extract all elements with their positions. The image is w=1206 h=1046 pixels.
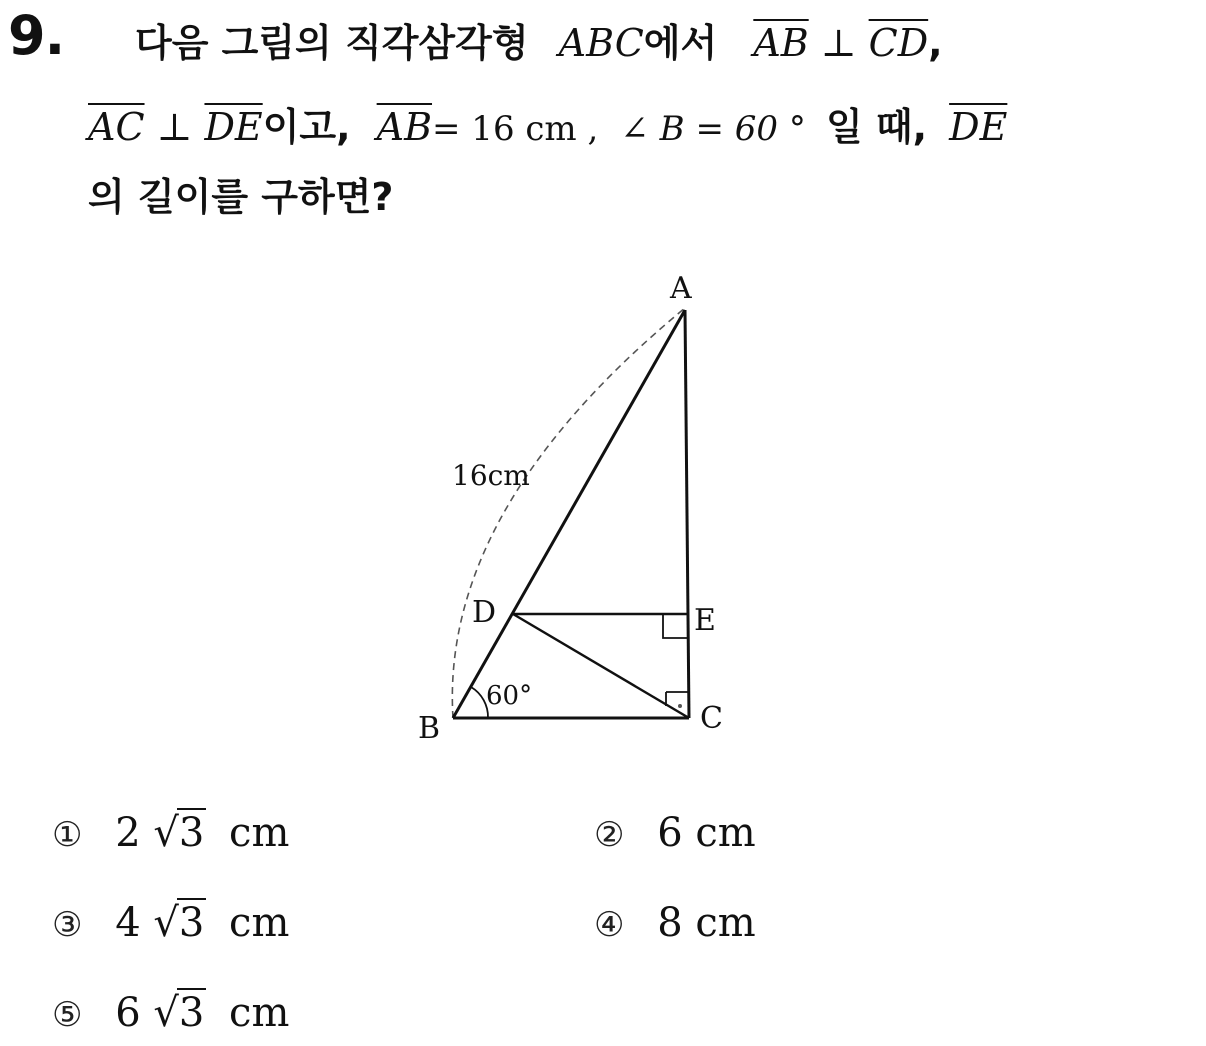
choice-marker: ③ [52, 905, 83, 945]
label-angle: 60° [486, 681, 533, 711]
label-length: 16cm [452, 459, 530, 492]
choice-marker: ① [52, 815, 83, 855]
side-ac [685, 310, 689, 718]
question-text: 에서 [643, 21, 718, 65]
radicand: 3 [178, 990, 205, 1036]
segment-ab: $\overline{AB}$ [753, 21, 809, 65]
label-e: E [694, 603, 716, 638]
question-text: 이고, [262, 105, 351, 149]
choice-2[interactable] [594, 808, 756, 860]
segment-cd: $\overline{CD}$ [868, 21, 929, 65]
choice-3[interactable] [52, 898, 289, 950]
choice-marker: ② [594, 815, 625, 855]
sqrt-expression: √3 [153, 810, 205, 856]
choice-4[interactable] [594, 898, 756, 950]
triangle-name: ABC [558, 21, 644, 65]
length-value: = 16 cm , [432, 109, 599, 149]
choice-1[interactable] [52, 808, 289, 860]
radicand: 3 [178, 810, 205, 856]
choice-value: 6 cm [657, 810, 756, 856]
right-angle-dot [678, 704, 682, 708]
side-ab [453, 310, 685, 718]
choice-coefficient: 6 [115, 990, 141, 1036]
question-text: 일 때, [825, 105, 928, 149]
sqrt-expression: √3 [153, 990, 205, 1036]
choice-unit: cm [229, 900, 290, 946]
problem-number: 9. [8, 4, 65, 67]
label-b: B [418, 711, 441, 746]
question-text: 의 길이를 구하면? [88, 175, 394, 219]
sqrt-expression: √3 [153, 900, 205, 946]
radicand: 3 [178, 900, 205, 946]
segment-ac: $\overline{AC}$ [88, 105, 145, 149]
question-line-3 [88, 172, 393, 222]
choice-marker: ④ [594, 905, 625, 945]
triangle-figure [400, 260, 780, 750]
question-line-2 [88, 102, 1007, 154]
choice-value: 8 cm [657, 900, 756, 946]
perpendicular-symbol: ⊥ [156, 105, 193, 149]
punctuation: , [928, 21, 943, 65]
choice-5[interactable] [52, 988, 289, 1040]
right-angle-marker-e [663, 614, 688, 638]
choice-unit: cm [229, 990, 290, 1036]
choice-unit: cm [229, 810, 290, 856]
question-text: 다음 그림의 직각삼각형 [135, 21, 529, 65]
choice-coefficient: 2 [115, 810, 141, 856]
angle-value: ∠ B = 60 ° [620, 109, 806, 149]
perpendicular-symbol: ⊥ [820, 21, 857, 65]
segment-ab: $\overline{AB}$ [376, 105, 433, 149]
question-line-1 [135, 18, 943, 68]
label-a: A [670, 271, 692, 306]
choice-marker: ⑤ [52, 995, 83, 1035]
label-c: C [700, 701, 723, 736]
segment-de: $\overline{DE}$ [949, 105, 1008, 149]
label-d: D [472, 595, 497, 630]
segment-de: $\overline{DE}$ [204, 105, 263, 149]
choice-coefficient: 4 [115, 900, 141, 946]
